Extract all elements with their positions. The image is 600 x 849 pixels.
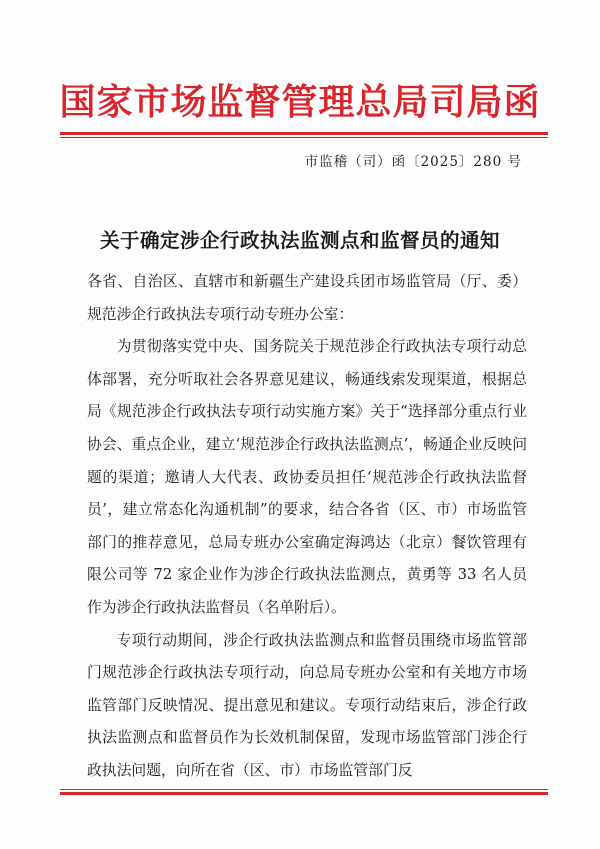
salutation: 各省、自治区、直辖市和新疆生产建设兵团市场监管局（厅、委）规范涉企行政执法专项行动专班办公室： xyxy=(87,273,527,323)
footer-rule-thin xyxy=(60,789,548,790)
document-title: 关于确定涉企行政执法监测点和监督员的通知 xyxy=(99,229,500,252)
letterhead-rule-thick xyxy=(60,132,548,135)
document-number: 市监稽（司）函〔2025〕280 号 xyxy=(304,154,522,170)
footer-rule-thick xyxy=(60,792,548,795)
body-paragraph-2: 专项行动期间，涉企行政执法监测点和监督员围绕市场监管部门规范涉企行政执法专项行动，向总局专班办公室和有关地方市场监管部门反映情况、提出意见和建议。专项行动结束后，涉企行政执法监测点和监督员作为长效机制保留，发现市场监管部门涉企行政执法问题，向所在省（区、市）市场监管部门反 xyxy=(87,631,527,779)
document-body xyxy=(87,266,527,788)
body-paragraph-1: 为贯彻落实党中央、国务院关于规范涉企行政执法专项行动总体部署，充分听取社会各界意见建议，畅通线索发现渠道，根据总局《规范涉企行政执法专项行动实施方案》关于“选择部分重点行业协会、重点企业，建立‘规范涉企行政执法监测点’，畅通企业反映问题的渠道；邀请人大代表、政协委员担任‘规范涉企行政执法监督员’，建立常态化沟通机制”的要求，结合各省（区、市）市场监管部门的推荐意见，总局专班办公室确定海鸿达（北京）餐饮管理有限公司等 72 家企业作为涉企行政执法监测点，黄勇等 33 名人员作为涉企行政执法监督员（名单附后）。 xyxy=(87,338,527,616)
letterhead-title: 国家市场监督管理总局司局函 xyxy=(59,81,541,123)
letterhead-rule-thin xyxy=(60,137,548,138)
